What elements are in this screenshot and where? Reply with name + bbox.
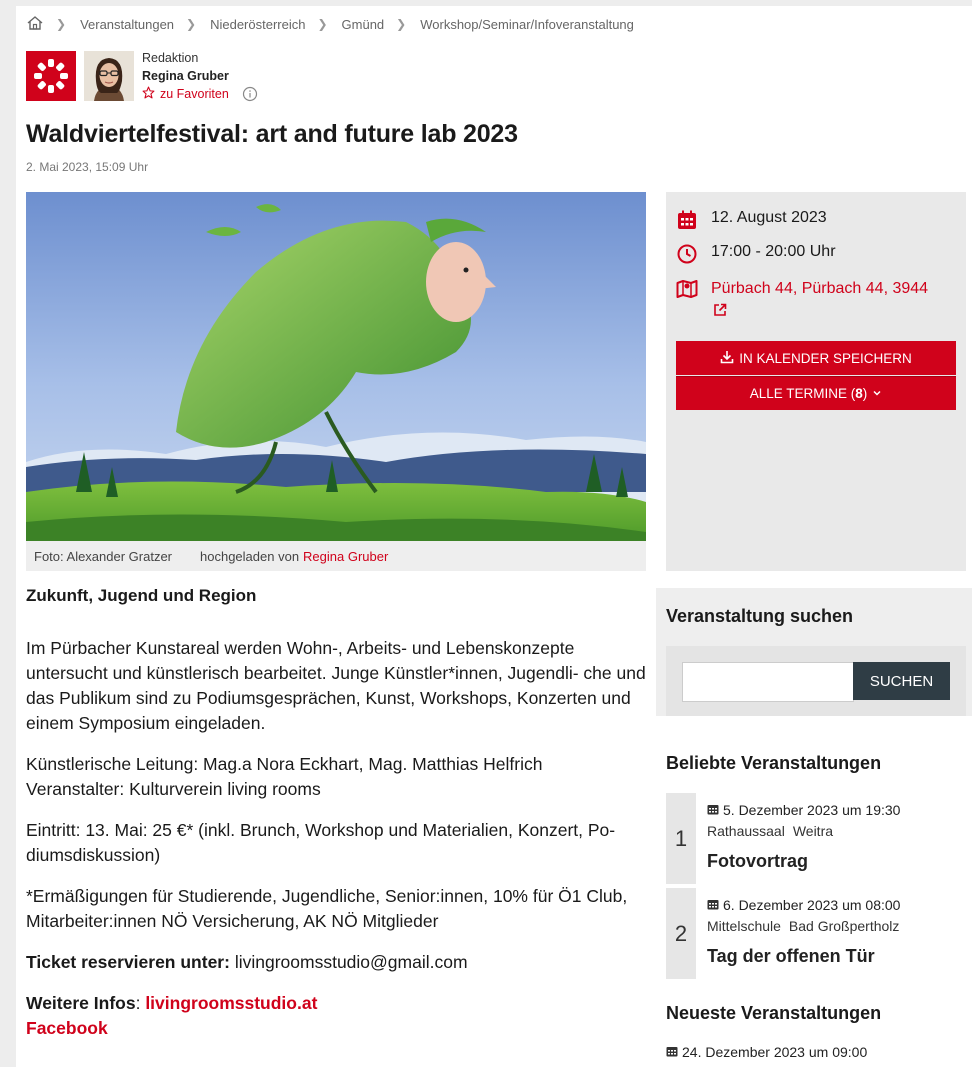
search-heading: Veranstaltung suchen: [666, 606, 854, 626]
popular-name: Fotovortrag: [707, 851, 808, 871]
popular-where: [707, 823, 841, 839]
organizer: Veranstalter: Kulturverein living rooms: [26, 779, 321, 799]
breadcrumb-item-gmuend[interactable]: Gmünd: [341, 16, 385, 32]
event-location-link[interactable]: [711, 277, 928, 325]
artistic-direction: Künstlerische Leitung: Mag.a Nora Eckhart, Mag. Matthias Helfrich: [26, 754, 543, 774]
popular-place: Rathaussaal: [707, 823, 785, 839]
chevron-down-icon: [872, 386, 882, 401]
author-avatar[interactable]: [84, 51, 134, 101]
breadcrumb-item-veranstaltungen[interactable]: Veranstaltungen: [80, 16, 175, 32]
facebook-link[interactable]: Facebook: [26, 1018, 108, 1038]
map-icon: [676, 277, 700, 299]
ticket-line: [26, 950, 646, 975]
popular-when: [707, 897, 900, 913]
info-icon[interactable]: [242, 86, 258, 107]
all-dates-label: ALLE TERMINE (: [749, 386, 856, 401]
calendar-icon: [676, 209, 700, 231]
chevron-right-icon: ❯: [396, 17, 407, 31]
event-date: 12. August 2023: [711, 209, 827, 226]
star-icon: [142, 86, 155, 102]
download-icon: [720, 350, 734, 367]
popular-place: Mittelschule: [707, 918, 781, 934]
calendar-icon: [707, 897, 719, 913]
home-icon[interactable]: [26, 15, 44, 34]
photo-credit: Foto: Alexander Gratzer: [34, 548, 173, 564]
popular-town: Weitra: [792, 823, 834, 839]
event-time-row: [676, 243, 836, 265]
popular-heading: Beliebte Veranstaltungen: [666, 753, 882, 773]
favorites-label: zu Favoriten: [160, 87, 229, 101]
article-subheading: Zukunft, Jugend und Region: [26, 586, 257, 605]
external-link-icon: [713, 304, 727, 321]
popular-when: [707, 802, 900, 818]
search-input[interactable]: [682, 662, 854, 702]
search-button[interactable]: SUCHEN: [853, 662, 950, 700]
chevron-right-icon: ❯: [317, 17, 328, 31]
author-role: Redaktion: [142, 51, 199, 65]
image-caption: [26, 541, 646, 571]
popular-when-text: 6. Dezember 2023 um 08:00: [723, 897, 901, 913]
more-info-label: Weitere Infos: [26, 993, 136, 1013]
clock-icon: [676, 243, 700, 265]
event-time: 17:00 - 20:00 Uhr: [711, 243, 836, 260]
event-date-row: [676, 209, 827, 231]
publisher-logo[interactable]: [26, 51, 76, 101]
chevron-right-icon: ❯: [56, 17, 67, 31]
article-paragraph-4: *Ermäßigungen für Studierende, Jugendliche, Senior:innen, 10% für Ö1 Club, Mitarbeiter:innen NÖ Versicherung, AK NÖ Mitglieder: [26, 886, 628, 931]
breadcrumb: [26, 15, 634, 33]
popular-event-1[interactable]: [666, 793, 966, 884]
add-to-favorites-link[interactable]: [142, 86, 229, 102]
all-dates-suffix: ): [862, 386, 868, 401]
all-dates-button[interactable]: [676, 376, 956, 410]
publish-date: 2. Mai 2023, 15:09 Uhr: [26, 160, 149, 174]
popular-name: Tag der offenen Tür: [707, 946, 875, 966]
popular-town: Bad Großpertholz: [788, 918, 900, 934]
breadcrumb-item-niederoesterreich[interactable]: Niederösterreich: [210, 16, 306, 32]
uploaded-by-label: hochgeladen von: [200, 548, 300, 564]
save-to-calendar-button[interactable]: [676, 341, 956, 375]
article-paragraph-3: Eintritt: 13. Mai: 25 €* (inkl. Brunch, Workshop und Materialien, Konzert, Po- diumsdiskussion): [26, 820, 616, 865]
newest-heading: Neueste Veranstaltungen: [666, 1003, 882, 1023]
ticket-label: Ticket reservieren unter:: [26, 952, 230, 972]
chevron-right-icon: ❯: [186, 17, 197, 31]
page: [16, 6, 972, 1067]
page-title: Waldviertelfestival: art and future lab 2023: [26, 120, 518, 148]
popular-event-2[interactable]: [666, 888, 966, 979]
popular-when-text: 5. Dezember 2023 um 19:30: [723, 802, 901, 818]
event-image[interactable]: [26, 192, 646, 541]
popular-rank: 2: [666, 888, 696, 979]
article-paragraph-2: [26, 752, 646, 802]
event-location: Pürbach 44, Pürbach 44, 3944: [711, 280, 929, 297]
more-info-line: Weitere Infos: livingroomsstudio.at Facebook: [26, 993, 318, 1038]
newest-event-when[interactable]: [666, 1044, 867, 1060]
popular-where: [707, 918, 907, 934]
website-link[interactable]: livingroomsstudio.at: [145, 993, 318, 1013]
author-name[interactable]: Regina Gruber: [142, 69, 229, 83]
all-dates-count: 8: [855, 386, 863, 401]
ticket-email: livingroomsstudio@gmail.com: [234, 952, 468, 972]
calendar-icon: [666, 1044, 678, 1060]
event-location-row[interactable]: [676, 277, 966, 325]
uploader-link[interactable]: Regina Gruber: [303, 548, 389, 564]
calendar-icon: [707, 802, 719, 818]
popular-rank: 1: [666, 793, 696, 884]
newest-when-text: 24. Dezember 2023 um 09:00: [682, 1044, 868, 1060]
event-info-box: [666, 192, 966, 571]
article-paragraph-1: Im Pürbacher Kunstareal werden Wohn-, Arbeits- und Lebenskonzepte untersucht und künstlerisch bearbeitet. Junge Künstler*innen, Jugendli- che und das Publikum sind zu Podiumsgesprächen, Kunst, Workshops, Konzerten und einem Symposium eingeladen.: [26, 638, 646, 733]
save-to-calendar-label: IN KALENDER SPEICHERN: [739, 350, 912, 366]
breadcrumb-item-category[interactable]: Workshop/Seminar/Infoveranstaltung: [420, 16, 634, 32]
